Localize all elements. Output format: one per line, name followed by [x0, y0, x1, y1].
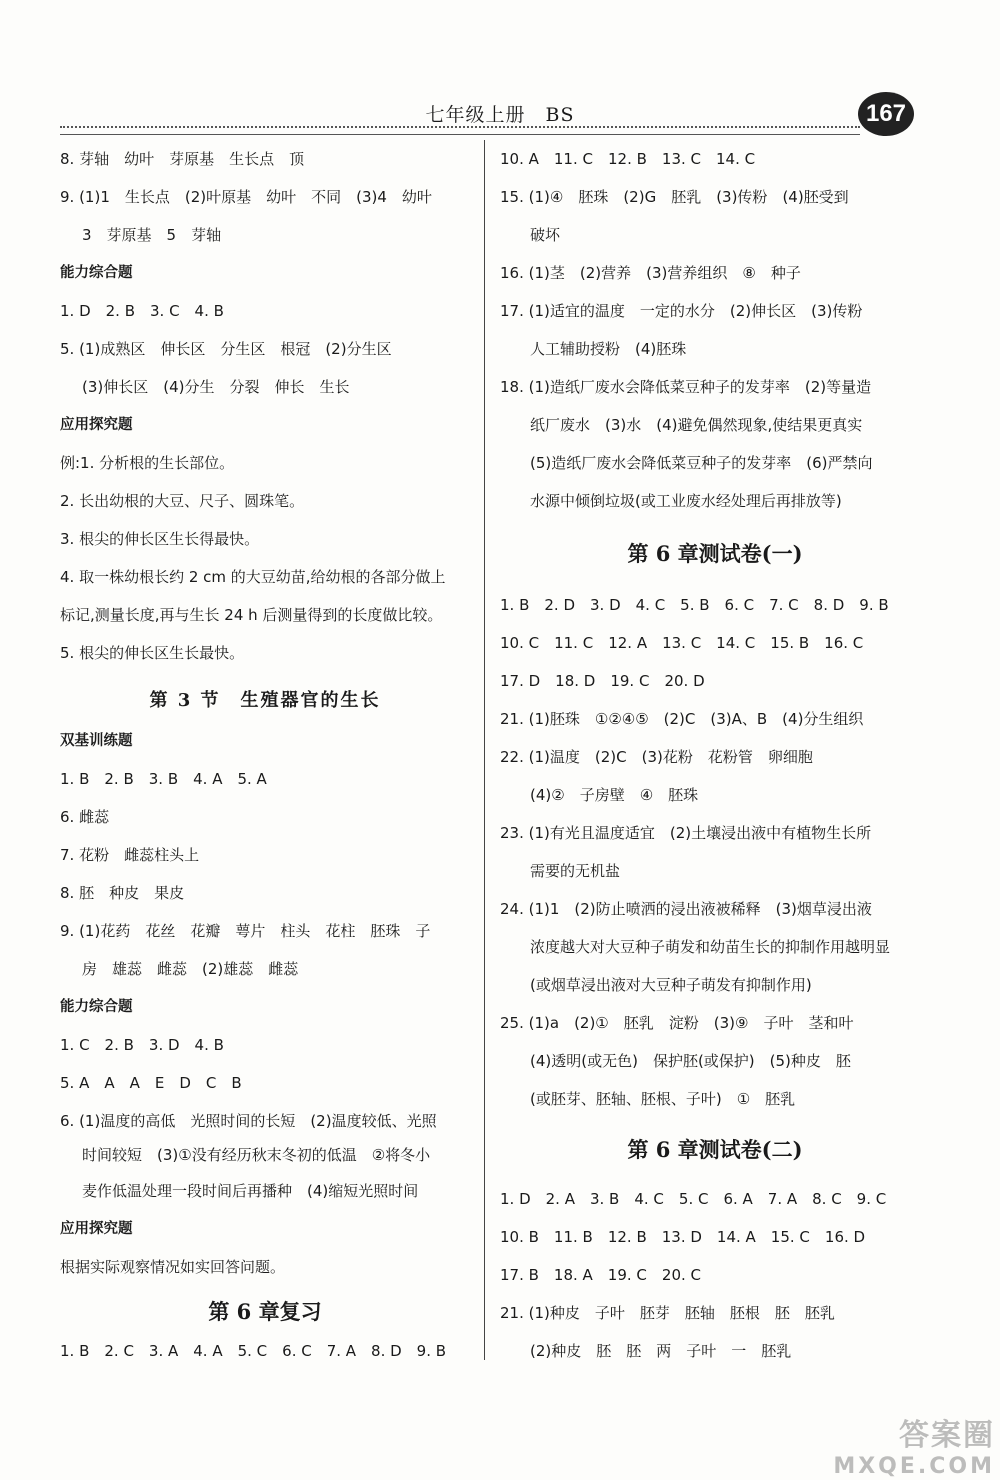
- answer-line: 8. 胚 种皮 果皮: [60, 884, 185, 902]
- answer-line: 1. B 2. D 3. D 4. C 5. B 6. C 7. C 8. D 9. B: [500, 596, 889, 614]
- watermark-logo: [805, 1410, 995, 1480]
- answer-line: 17. (1)适宜的温度 一定的水分 (2)伸长区 (3)传粉: [500, 302, 863, 320]
- answer-line: 10. B 11. B 12. B 13. D 14. A 15. C 16. D: [500, 1228, 866, 1246]
- answer-line: 破坏: [530, 226, 561, 244]
- answer-line: 15. (1)④ 胚珠 (2)G 胚乳 (3)传粉 (4)胚受到: [500, 188, 849, 206]
- answer-line: 根据实际观察情况如实回答问题。: [60, 1258, 286, 1276]
- answer-line: 房 雄蕊 雌蕊 (2)雄蕊 雌蕊: [82, 960, 299, 978]
- answer-line: (或胚芽、胚轴、胚根、子叶) ① 胚乳: [530, 1090, 796, 1108]
- header-rule: [60, 126, 860, 135]
- answer-line: 18. (1)造纸厂废水会降低菜豆种子的发芽率 (2)等量造: [500, 378, 872, 396]
- section-heading: 应用探究题: [60, 417, 133, 433]
- answer-line: (2)种皮 胚 胚 两 子叶 一 胚乳: [530, 1342, 792, 1360]
- answer-line: 17. D 18. D 19. C 20. D: [500, 672, 705, 690]
- answer-line: 9. (1)1 生长点 (2)叶原基 幼叶 不同 (3)4 幼叶: [60, 188, 432, 206]
- page-header-title: 七年级上册 BS: [425, 104, 575, 126]
- answer-line: 4. 取一株幼根长约 2 cm 的大豆幼苗,给幼根的各部分做上: [60, 568, 446, 586]
- answer-line: 6. 雌蕊: [60, 808, 110, 826]
- answer-line: 25. (1)a (2)① 胚乳 淀粉 (3)⑨ 子叶 茎和叶: [500, 1014, 854, 1032]
- watermark-text: 答案圈: [899, 1418, 995, 1453]
- answer-line: 1. D 2. B 3. C 4. B: [60, 302, 224, 320]
- answer-line: 5. 根尖的伸长区生长最快。: [60, 644, 245, 662]
- answer-line: 5. A A A E D C B: [60, 1074, 242, 1092]
- answer-line: (4)透明(或无色) 保护胚(或保护) (5)种皮 胚: [530, 1052, 851, 1070]
- section-heading: 双基训练题: [60, 733, 133, 749]
- answer-line: 1. B 2. B 3. B 4. A 5. A: [60, 770, 267, 788]
- answer-line: 纸厂废水 (3)水 (4)避免偶然现象,使结果更真实: [530, 416, 863, 434]
- answer-line: 标记,测量长度,再与生长 24 h 后测量得到的长度做比较。: [60, 606, 443, 624]
- answer-line: 水源中倾倒垃圾(或工业废水经处理后再排放等): [530, 492, 842, 510]
- answer-line: 16. (1)茎 (2)营养 (3)营养组织 ⑧ 种子: [500, 264, 801, 282]
- section-heading: 应用探究题: [60, 1221, 133, 1237]
- section-heading: 能力综合题: [60, 265, 133, 281]
- page-number-badge: 167: [858, 92, 914, 136]
- answer-line: 9. (1)花药 花丝 花瓣 萼片 柱头 花柱 胚珠 子: [60, 922, 431, 940]
- answer-line: (4)② 子房壁 ④ 胚珠: [530, 786, 699, 804]
- section-title: 第 6 章测试卷(一): [627, 541, 803, 566]
- answer-line: 3. 根尖的伸长区生长得最快。: [60, 530, 260, 548]
- answer-line: 时间较短 (3)①没有经历秋末冬初的低温 ②将冬小: [82, 1146, 431, 1164]
- answer-line: 7. 花粉 雌蕊柱头上: [60, 846, 200, 864]
- answer-line: 8. 芽轴 幼叶 芽原基 生长点 顶: [60, 150, 305, 168]
- answer-line: 10. C 11. C 12. A 13. C 14. C 15. B 16. C: [500, 634, 864, 652]
- section-title: 第 6 章复习: [208, 1299, 322, 1324]
- section-title: 第 6 章测试卷(二): [627, 1137, 803, 1162]
- answer-line: 10. A 11. C 12. B 13. C 14. C: [500, 150, 756, 168]
- answer-line: 17. B 18. A 19. C 20. C: [500, 1266, 701, 1284]
- answer-line: 5. (1)成熟区 伸长区 分生区 根冠 (2)分生区: [60, 340, 392, 358]
- answer-line: 1. C 2. B 3. D 4. B: [60, 1036, 224, 1054]
- watermark-url: MXQE.COM: [833, 1454, 995, 1479]
- answer-line: 1. B 2. C 3. A 4. A 5. C 6. C 7. A 8. D 9. B: [60, 1342, 447, 1360]
- section-title: 第 3 节 生殖器官的生长: [149, 690, 381, 711]
- answer-line: (5)造纸厂废水会降低菜豆种子的发芽率 (6)严禁向: [530, 454, 873, 472]
- answer-line: 1. D 2. A 3. B 4. C 5. C 6. A 7. A 8. C 9. C: [500, 1190, 887, 1208]
- answer-line: 22. (1)温度 (2)C (3)花粉 花粉管 卵细胞: [500, 748, 813, 766]
- answer-line: 21. (1)胚珠 ①②④⑤ (2)C (3)A、B (4)分生组织: [500, 710, 864, 728]
- answer-line: 需要的无机盐: [530, 862, 621, 880]
- section-heading: 能力综合题: [60, 999, 133, 1015]
- answer-line: 人工辅助授粉 (4)胚珠: [530, 340, 687, 358]
- answer-line: 24. (1)1 (2)防止喷洒的浸出液被稀释 (3)烟草浸出液: [500, 900, 872, 918]
- column-divider: [484, 140, 485, 1360]
- answer-line: (或烟草浸出液对大豆种子萌发有抑制作用): [530, 976, 812, 994]
- answer-line: 麦作低温处理一段时间后再播种 (4)缩短光照时间: [82, 1182, 419, 1200]
- answer-line: 例:1. 分析根的生长部位。: [60, 454, 235, 472]
- answer-line: 2. 长出幼根的大豆、尺子、圆珠笔。: [60, 492, 305, 510]
- answer-line: 3 芽原基 5 芽轴: [82, 226, 222, 244]
- answer-line: (3)伸长区 (4)分生 分裂 伸长 生长: [82, 378, 350, 396]
- answer-line: 6. (1)温度的高低 光照时间的长短 (2)温度较低、光照: [60, 1112, 437, 1130]
- answer-line: 21. (1)种皮 子叶 胚芽 胚轴 胚根 胚 胚乳: [500, 1304, 835, 1322]
- answer-line: 23. (1)有光且温度适宜 (2)土壤浸出液中有植物生长所: [500, 824, 872, 842]
- answer-line: 浓度越大对大豆种子萌发和幼苗生长的抑制作用越明显: [530, 938, 891, 956]
